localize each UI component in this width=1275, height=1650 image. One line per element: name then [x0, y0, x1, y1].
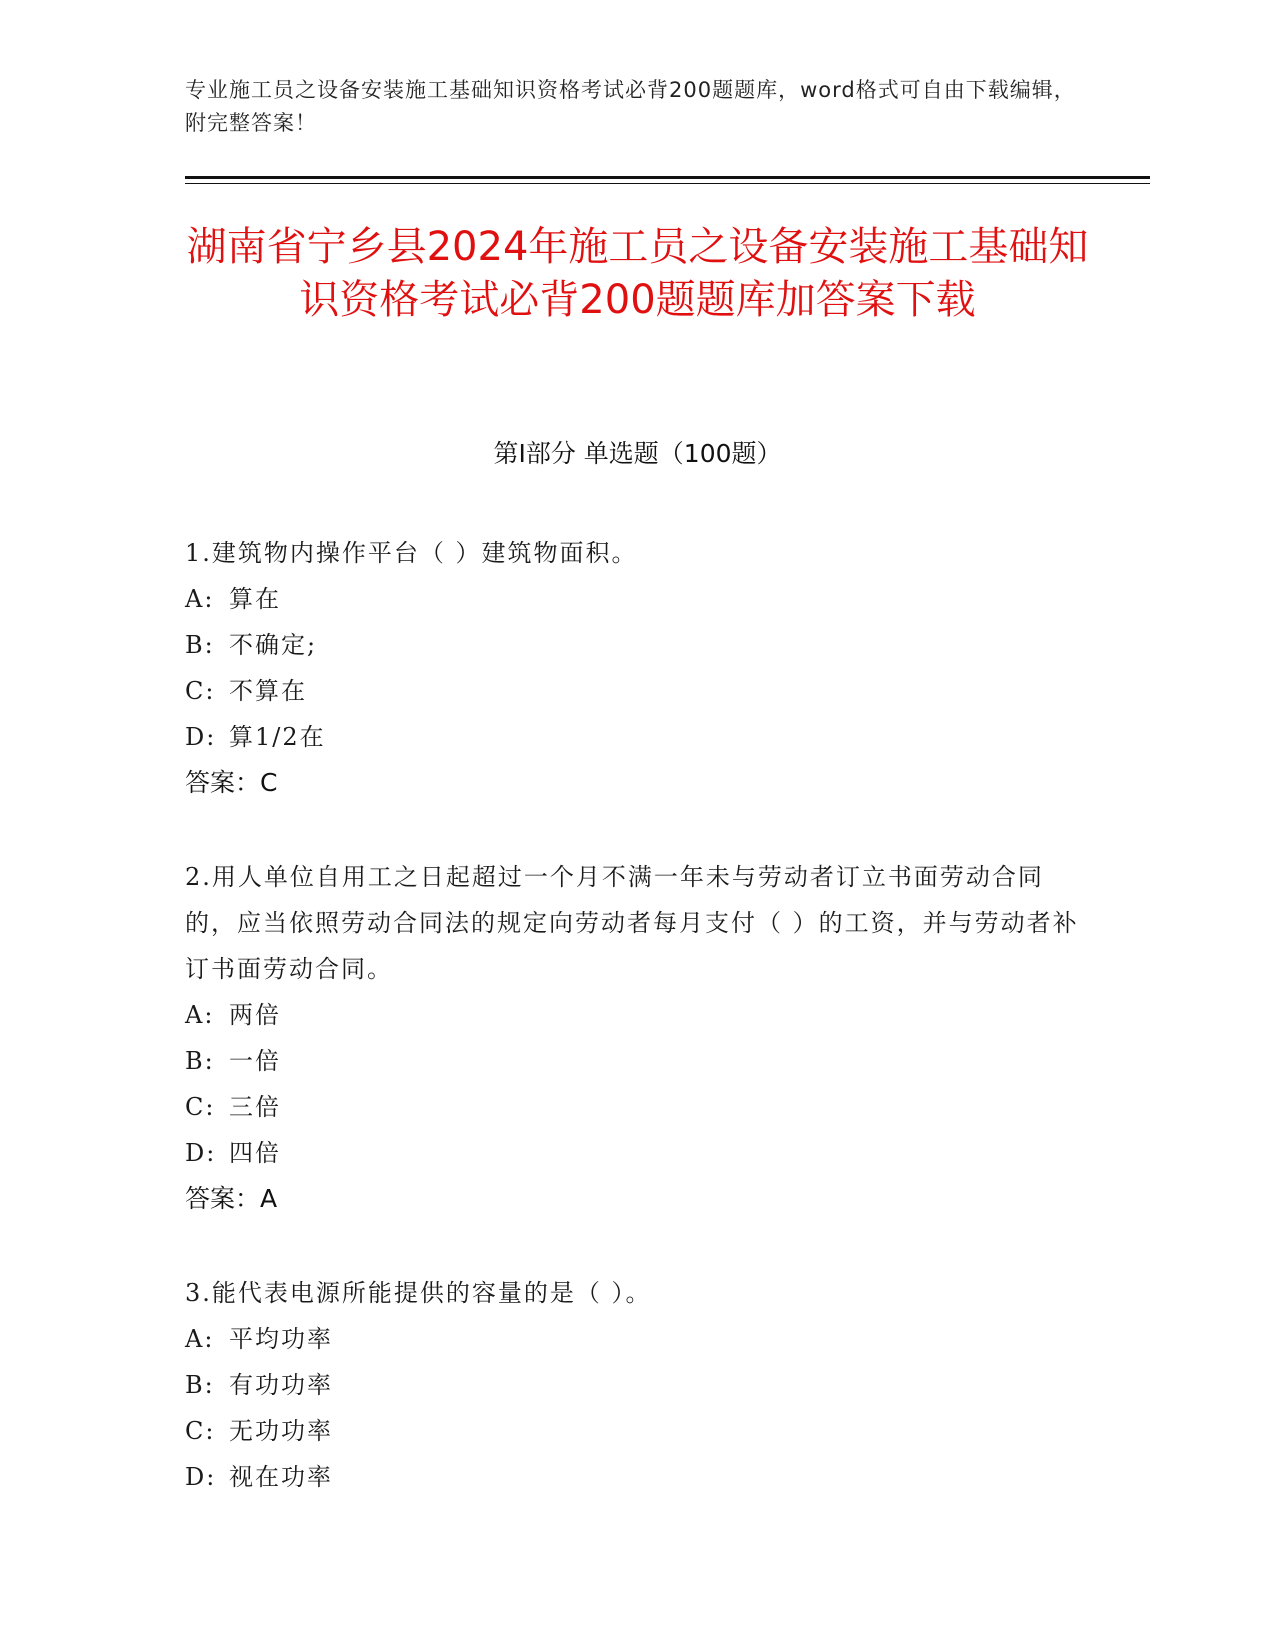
option-key: A: — [185, 1001, 215, 1029]
section-heading: 第I部分 单选题（100题） — [493, 439, 782, 468]
option-d — [185, 1130, 1085, 1176]
option-d — [185, 714, 1085, 760]
question-list — [185, 530, 1085, 1548]
option-text: 三倍 — [229, 1093, 281, 1121]
option-b — [185, 622, 1085, 668]
option-text: 算1/2在 — [229, 723, 326, 751]
option-key: C: — [185, 1417, 216, 1445]
option-b — [185, 1362, 1085, 1408]
question-stem: 2.用人单位自用工之日起超过一个月不满一年未与劳动者订立书面劳动合同的，应当依照劳动合同法的规定向劳动者每月支付（ ）的工资，并与劳动者补订书面劳动合同。 — [185, 863, 1079, 983]
option-key: B: — [185, 1371, 215, 1399]
option-text: 不确定; — [229, 631, 318, 659]
answer-line: 答案：C — [185, 768, 278, 797]
option-key: A: — [185, 1325, 215, 1353]
option-text: 无功功率 — [229, 1417, 333, 1445]
question-1 — [185, 530, 1085, 806]
option-c — [185, 1408, 1085, 1454]
header-divider-thick — [185, 176, 1150, 179]
option-text: 算在 — [229, 585, 281, 613]
option-a — [185, 1316, 1085, 1362]
option-text: 不算在 — [229, 677, 307, 705]
question-stem: 1.建筑物内操作平台（ ）建筑物面积。 — [185, 539, 638, 567]
option-text: 有功功率 — [229, 1371, 333, 1399]
option-key: B: — [185, 1047, 215, 1075]
option-a — [185, 576, 1085, 622]
option-text: 一倍 — [229, 1047, 281, 1075]
option-b — [185, 1038, 1085, 1084]
option-d — [185, 1454, 1085, 1500]
header-note: 专业施工员之设备安装施工基础知识资格考试必背200题题库，word格式可自由下载编辑，附完整答案！ — [185, 78, 1076, 135]
option-key: A: — [185, 585, 215, 613]
question-2 — [185, 854, 1085, 1222]
option-key: B: — [185, 631, 215, 659]
option-text: 两倍 — [229, 1001, 281, 1029]
question-3 — [185, 1270, 1085, 1500]
option-key: D: — [185, 1463, 217, 1491]
option-text: 视在功率 — [229, 1463, 333, 1491]
option-text: 四倍 — [229, 1139, 281, 1167]
document-title: 湖南省宁乡县2024年施工员之设备安装施工基础知识资格考试必背200题题库加答案下载 — [186, 224, 1089, 323]
option-a — [185, 992, 1085, 1038]
option-key: C: — [185, 677, 216, 705]
option-c — [185, 1084, 1085, 1130]
option-c — [185, 668, 1085, 714]
option-key: C: — [185, 1093, 216, 1121]
option-text: 平均功率 — [229, 1325, 333, 1353]
question-stem: 3.能代表电源所能提供的容量的是（ ）。 — [185, 1279, 652, 1307]
header-divider-thin — [185, 183, 1150, 184]
option-key: D: — [185, 1139, 217, 1167]
option-key: D: — [185, 723, 217, 751]
answer-line: 答案：A — [185, 1184, 278, 1213]
